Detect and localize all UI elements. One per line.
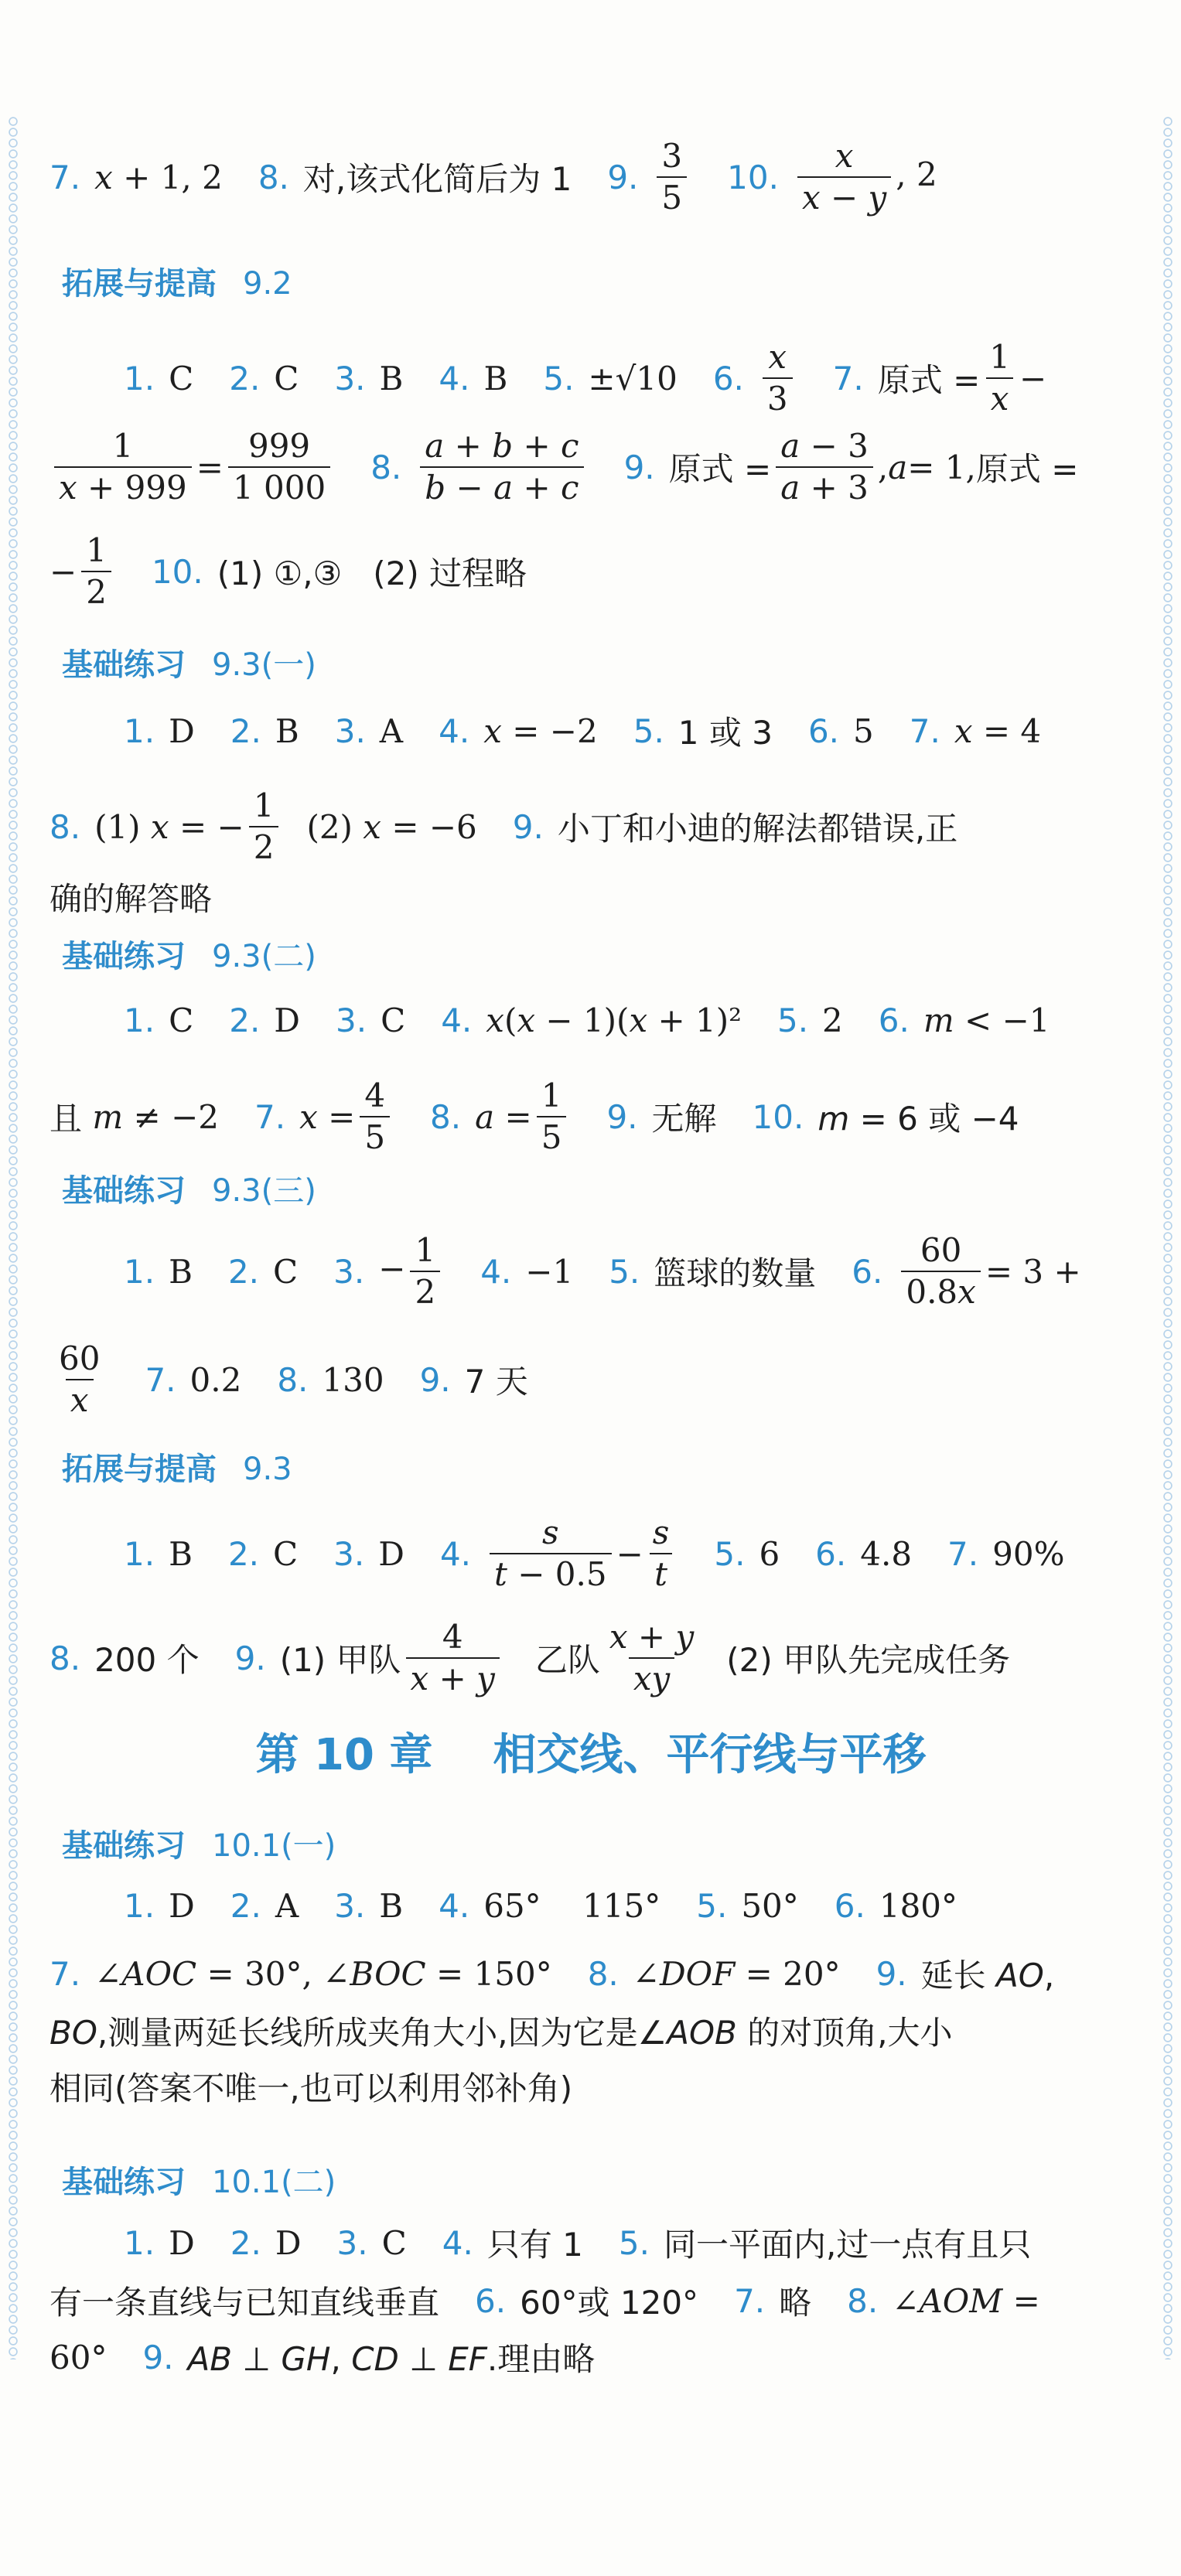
fraction-numerator: 60	[920, 1231, 962, 1269]
answer-text: −1	[525, 1252, 574, 1291]
answer-text: 原式 =	[877, 361, 981, 400]
fraction-numerator: a + b + c	[425, 427, 579, 465]
answer-text: C	[274, 359, 299, 397]
answer-text: AOC	[121, 1954, 197, 1993]
question-number: 5.	[618, 2223, 650, 2262]
question-number: 1.	[124, 1534, 155, 1573]
fraction	[985, 340, 1015, 416]
fraction	[901, 1231, 980, 1312]
answer-line	[49, 1620, 1010, 1696]
section-heading-title: 基础练习	[62, 647, 186, 683]
fraction	[54, 1339, 104, 1420]
question-number: 7.	[832, 359, 864, 397]
answer-line	[49, 139, 973, 215]
answer-text: m	[817, 1100, 850, 1138]
answer-line	[124, 1887, 957, 1925]
answer-text	[758, 340, 797, 416]
answer-text: 2	[822, 1001, 843, 1039]
question-number: 2.	[229, 359, 261, 397]
answer-text: x	[363, 807, 381, 846]
question-number: 3.	[334, 1887, 366, 1925]
answer-text: B	[169, 1534, 193, 1573]
answer-text: b	[425, 469, 446, 507]
answer-text: c	[561, 427, 579, 465]
fraction-denominator: b − a + c	[420, 466, 583, 505]
fraction	[537, 1076, 567, 1157]
answer-text: B	[275, 711, 299, 750]
fraction-denominator: 5	[657, 176, 687, 215]
answer-text: x	[486, 1001, 504, 1039]
section-heading-number: 9.3(一)	[212, 647, 316, 683]
answer-text	[355, 1076, 394, 1157]
question-number: 5.	[543, 359, 575, 397]
answer-text: x	[150, 807, 169, 846]
fraction-denominator: x − y	[797, 176, 891, 215]
answer-text: t	[494, 1555, 507, 1594]
fraction-numerator: 1	[541, 1076, 562, 1114]
answer-text: 原式 =	[668, 450, 772, 489]
section-heading	[62, 1445, 292, 1489]
question-number: 7.	[49, 158, 81, 196]
fraction-numerator: x + y	[609, 1618, 695, 1656]
fraction-denominator: 2	[410, 1271, 440, 1309]
answer-text: 乙队	[534, 1641, 600, 1680]
question-number: 6.	[878, 1001, 910, 1039]
answer-text: c	[561, 469, 579, 507]
answer-text: x = 4	[954, 711, 1042, 750]
answer-text: a	[780, 469, 800, 507]
answer-text: C	[169, 359, 194, 397]
answer-text: AB ⊥ GH, CD ⊥ EF.理由略	[187, 2340, 596, 2378]
question-number: 5.	[714, 1534, 746, 1573]
question-number: 10.	[752, 1097, 804, 1136]
answer-line	[124, 1231, 1081, 1312]
fraction-numerator: 3	[661, 137, 683, 175]
answer-text: x	[629, 1001, 648, 1039]
question-number: 3.	[333, 1534, 365, 1573]
question-number: 2.	[229, 1001, 261, 1039]
answer-text: C	[273, 1534, 299, 1573]
question-number: 1.	[124, 1887, 155, 1925]
fraction	[763, 340, 793, 416]
question-number: 5.	[609, 1252, 640, 1291]
question-number: 1.	[124, 1001, 155, 1039]
question-number: 8.	[49, 807, 81, 846]
section-heading-title: 基础练习	[62, 2165, 186, 2200]
answer-text: x	[410, 1660, 429, 1698]
answer-text: BO	[49, 2014, 97, 2052]
section-heading	[62, 2158, 336, 2202]
question-number: 8.	[258, 158, 289, 196]
answer-text: 延长 AO,	[920, 1957, 1055, 1994]
answer-text: D	[169, 711, 195, 750]
fraction-numerator: s	[652, 1513, 670, 1551]
answer-text: C	[381, 2223, 407, 2262]
answer-text: D	[378, 1534, 404, 1573]
answer-text: A	[379, 711, 404, 750]
answer-text: a	[780, 427, 800, 465]
answer-text: y	[476, 1660, 495, 1698]
section-heading-number: 10.1(二)	[212, 2165, 336, 2200]
answer-text: 对,该式化简后为 1	[302, 160, 572, 199]
answer-text: 90%	[992, 1534, 1065, 1573]
answer-text: 相同(答案不唯一,也可以利用邻补角)	[49, 2069, 573, 2107]
answer-text: 有一条直线与已知直线垂直	[49, 2284, 440, 2322]
fraction-denominator: x + 999	[54, 466, 192, 505]
answer-text: x	[517, 1001, 536, 1039]
question-number: 9.	[607, 158, 639, 196]
section-heading-title: 拓展与提高	[62, 1452, 217, 1487]
answer-text: B	[379, 1887, 404, 1925]
answer-text: C	[381, 1001, 406, 1039]
section-heading-number: 9.3	[243, 1452, 292, 1487]
section-heading-number: 10.1(一)	[212, 1828, 336, 1864]
answer-text: ±√10	[588, 359, 678, 397]
question-number: 7.	[49, 1954, 81, 1993]
fraction	[420, 429, 583, 505]
fraction-denominator: t − 0.5	[490, 1553, 612, 1592]
answer-text: (1) ①,③ (2) 过程略	[217, 554, 527, 593]
answer-text: 只有 1	[486, 2226, 583, 2264]
question-number: 6.	[834, 1887, 865, 1925]
question-number: 9.	[606, 1097, 638, 1136]
fraction-denominator: xy	[629, 1657, 674, 1696]
answer-line	[49, 2008, 953, 2054]
answer-text: x	[94, 158, 113, 196]
question-number: 4.	[439, 1534, 472, 1573]
answer-text: − $\frac{1}{2}$	[378, 1233, 445, 1309]
section-heading	[62, 1821, 336, 1865]
answer-line	[49, 1950, 1054, 1997]
question-number: 2.	[227, 1534, 260, 1573]
answer-text	[652, 139, 691, 215]
question-number: 2.	[230, 711, 261, 750]
question-number: 4.	[439, 711, 470, 750]
answer-text: x =	[299, 1097, 356, 1136]
answer-text	[532, 1076, 572, 1157]
answer-text: x	[299, 1097, 318, 1136]
answer-line: $\frac{1}{x + 999}$ = $\frac{999}{1 000}$ 8. $\frac{a + b + c}{b - a + c}$ 9. 原式 = $\frac{a - 3}{a + 3}$ , a = 1, 原式 =	[49, 429, 1078, 505]
answer-text: a =	[475, 1097, 532, 1136]
answer-line	[49, 786, 958, 867]
answer-text: x	[59, 469, 77, 507]
question-number: 6.	[475, 2281, 507, 2320]
answer-text: x	[954, 711, 973, 750]
fraction	[54, 429, 192, 505]
fraction-numerator: 1	[253, 786, 275, 824]
fraction	[648, 1513, 674, 1594]
answer-text: 无解	[651, 1100, 717, 1138]
question-number: 4.	[441, 1001, 473, 1039]
answer-text: BOC	[350, 1954, 426, 1993]
chapter-title: 第 10 章 相交线、平行线与平移	[255, 1730, 927, 1780]
answer-text: x + 1, 2	[94, 158, 223, 196]
section-heading-number: 9.3(二)	[212, 939, 316, 974]
fraction-denominator: 0.8x	[901, 1271, 980, 1309]
section-heading	[62, 932, 316, 976]
answer-text: CD	[351, 2340, 399, 2378]
fraction-denominator: t	[650, 1553, 672, 1592]
section-heading-number: 9.2	[243, 266, 292, 302]
question-number: 8.	[370, 448, 402, 486]
question-number: 3.	[334, 359, 366, 397]
fraction-numerator: 4	[442, 1618, 463, 1656]
answer-text: 7 天	[464, 1363, 528, 1401]
answer-text: (2) x = −6	[306, 807, 477, 846]
answer-text: x(x − 1)(x + 1)²	[486, 1001, 742, 1039]
fraction-denominator: a + 3	[776, 466, 873, 505]
answer-text: 且	[49, 1100, 93, 1138]
question-number: 4.	[442, 2223, 473, 2262]
question-number: 1.	[124, 359, 155, 397]
answer-text: 6	[759, 1534, 780, 1573]
answer-text: A	[275, 1887, 299, 1925]
question-number: 10.	[151, 552, 203, 591]
answer-text: EF	[448, 2340, 487, 2378]
answer-text: 同一平面内,过一点有且只	[663, 2226, 1032, 2264]
section-heading-title: 基础练习	[62, 939, 186, 974]
answer-text: 50°	[741, 1887, 799, 1925]
fraction	[490, 1513, 612, 1594]
answer-text: 5	[853, 711, 874, 750]
answer-text: D	[275, 2223, 302, 2262]
fraction-numerator: 1	[989, 338, 1010, 376]
fraction-numerator: 1	[112, 427, 134, 465]
question-number: 6.	[712, 359, 744, 397]
question-number: 6.	[852, 1252, 883, 1291]
question-number: 7.	[909, 711, 940, 750]
fraction-numerator: 1	[86, 531, 107, 569]
answer-text	[643, 1513, 679, 1594]
answer-line: 1. C 2. C 3. B 4. B 5. ±√10 6. $\frac{x}{3}$ 7. 原式 = $\frac{1}{x}$ −	[124, 338, 1047, 418]
fraction-denominator: x	[66, 1379, 94, 1418]
answer-text: D	[274, 1001, 300, 1039]
answer-text: B	[169, 1252, 193, 1291]
question-number: 6.	[807, 711, 840, 750]
answer-text: (2) 甲队先完成任务	[726, 1641, 1011, 1680]
answer-text: ∠DOF = 20°	[632, 1954, 841, 1993]
answer-text: a	[493, 469, 514, 507]
answer-text	[49, 1339, 109, 1420]
fraction	[797, 139, 891, 215]
answer-text: AO	[996, 1957, 1044, 1994]
answer-text: (1) x = −	[94, 807, 244, 846]
question-number: 5.	[696, 1887, 728, 1925]
answer-text: m < −1	[923, 1001, 1050, 1039]
question-number: 4.	[480, 1252, 512, 1291]
question-number: 2.	[230, 2223, 261, 2262]
answer-text: ∠AOM =	[892, 2281, 1040, 2320]
answer-text: (1) 甲队	[279, 1641, 401, 1680]
fraction-denominator: 2	[81, 571, 111, 609]
section-heading	[62, 1166, 316, 1210]
answer-text: a	[425, 427, 445, 465]
answer-text: 4.8	[860, 1534, 913, 1573]
question-number: 1.	[124, 2223, 155, 2262]
question-number: 4.	[439, 1887, 470, 1925]
answer-text: m = 6 或 −4	[817, 1100, 1019, 1138]
answer-line	[49, 2334, 595, 2380]
answer-text: 130	[322, 1360, 384, 1399]
answer-text: 原式 =	[975, 450, 1079, 489]
answer-text: AOM	[919, 2281, 1003, 2320]
answer-text: 0.2	[189, 1360, 242, 1399]
question-number: 7.	[947, 1534, 979, 1573]
question-number: 8.	[277, 1360, 309, 1399]
answer-text: C	[169, 1001, 194, 1039]
answer-text: 200 个	[94, 1641, 200, 1680]
answer-text: m	[92, 1097, 124, 1136]
section-heading-title: 基础练习	[62, 1828, 186, 1864]
fraction	[657, 139, 687, 215]
answer-line	[124, 1001, 1050, 1039]
answer-text: m ≠ −2	[92, 1097, 219, 1136]
answer-line	[124, 708, 1041, 754]
answer-text: a	[888, 448, 908, 486]
answer-text: 65° 115°	[483, 1887, 661, 1925]
question-number: 8.	[587, 1954, 619, 1993]
fraction	[406, 1620, 500, 1696]
fraction-numerator: 60	[59, 1339, 101, 1377]
answer-text: 篮球的数量	[654, 1254, 817, 1293]
fraction	[81, 531, 111, 612]
question-number: 3.	[335, 1001, 367, 1039]
question-number: 9.	[142, 2338, 174, 2376]
fraction-numerator: a − 3	[780, 427, 869, 465]
question-number: 9.	[623, 448, 655, 486]
answer-text: 60°或 120°	[520, 2284, 699, 2322]
answer-line	[49, 1339, 528, 1420]
question-number: 6.	[815, 1534, 847, 1573]
section-heading-title: 基础练习	[62, 1173, 186, 1209]
question-number: 8.	[847, 2281, 879, 2320]
answer-text: y	[675, 1618, 695, 1656]
fraction-numerator: x	[768, 338, 787, 376]
answer-text: x	[801, 179, 821, 217]
question-number: 2.	[227, 1252, 260, 1291]
answer-text: D	[169, 2223, 195, 2262]
fraction-numerator: s	[542, 1513, 559, 1551]
answer-text: D	[169, 1887, 195, 1925]
question-number: 8.	[430, 1097, 462, 1136]
answer-text: 180°	[879, 1887, 958, 1925]
answer-text: 小丁和小迪的解法都错误,正	[557, 810, 958, 848]
question-number: 1.	[124, 1252, 155, 1291]
answer-line: − $\frac{1}{2}$ 10. (1) ①,③ (2) 过程略	[49, 531, 527, 612]
answer-line	[49, 2063, 572, 2110]
question-number: 7.	[254, 1097, 286, 1136]
question-number: 2.	[230, 1887, 261, 1925]
answer-text: 1 或 3	[678, 714, 773, 752]
answer-text: $\frac{x}{x - y}$ , 2	[793, 139, 937, 215]
answer-text: 60°	[49, 2338, 108, 2376]
fraction-numerator: x	[835, 137, 854, 175]
fraction-denominator: x + y	[406, 1657, 500, 1696]
answer-line	[49, 1076, 1019, 1157]
answer-text: DOF	[659, 1954, 736, 1993]
section-heading	[62, 640, 316, 684]
answer-text: = 3 +	[985, 1252, 1081, 1291]
answer-text: x = −2	[483, 711, 598, 750]
fraction-denominator: 5	[537, 1116, 567, 1155]
question-number: 9.	[876, 1954, 907, 1993]
question-number: 5.	[633, 711, 664, 750]
question-number: 3.	[336, 2223, 368, 2262]
fraction-numerator: 999	[247, 427, 311, 465]
section-heading-number: 9.3(三)	[212, 1173, 316, 1209]
answer-text: b	[492, 427, 514, 465]
answer-text: BO,测量两延长线所成夹角大小,因为它是∠AOB 的对顶角,大小	[49, 2014, 953, 2052]
question-number: 9.	[512, 807, 544, 846]
answer-text: a	[475, 1097, 495, 1136]
question-number: 9.	[234, 1639, 266, 1677]
answer-text: −	[616, 1534, 643, 1573]
question-number: 8.	[49, 1639, 81, 1677]
question-number: 3.	[334, 711, 366, 750]
question-number: 5.	[777, 1001, 809, 1039]
fraction	[228, 429, 330, 505]
question-number: 9.	[419, 1360, 451, 1399]
answer-text: C	[273, 1252, 299, 1291]
answer-text: AB	[187, 2340, 233, 2378]
question-number: 1.	[124, 711, 155, 750]
fraction	[776, 429, 873, 505]
left-decorative-border	[8, 116, 19, 2359]
fraction-denominator: 2	[249, 826, 279, 865]
answer-text: GH	[281, 2340, 331, 2378]
answer-text: 略	[779, 2284, 812, 2322]
section-heading-title: 拓展与提高	[62, 266, 217, 302]
right-decorative-border	[1162, 116, 1173, 2359]
fraction-numerator: 1	[415, 1231, 436, 1269]
answer-line	[124, 1513, 1065, 1594]
answer-text: x	[483, 711, 502, 750]
question-number: 7.	[734, 2281, 766, 2320]
fraction-denominator: 5	[360, 1116, 390, 1155]
section-heading	[62, 259, 292, 303]
fraction-denominator: 1 000	[228, 466, 330, 505]
fraction	[605, 1620, 698, 1696]
answer-line	[124, 2219, 1031, 2266]
question-number: 10.	[727, 158, 779, 196]
answer-text: m	[923, 1001, 954, 1039]
fraction	[410, 1231, 440, 1312]
question-number: 4.	[439, 359, 470, 397]
answer-text: y	[868, 179, 887, 217]
fraction-denominator: 3	[763, 377, 793, 416]
answer-text	[415, 429, 588, 505]
question-number: 3.	[333, 1252, 365, 1291]
answer-text: x	[957, 1273, 976, 1312]
answer-text: ∠AOC = 30°, ∠BOC = 150°	[94, 1954, 552, 1993]
answer-text: 确的解答略	[49, 880, 213, 918]
question-number: 7.	[145, 1360, 176, 1399]
fraction-numerator: 4	[364, 1076, 386, 1114]
fraction	[249, 786, 279, 867]
fraction-denominator: x	[986, 377, 1014, 416]
answer-text: x	[609, 1618, 628, 1656]
answer-text: B	[483, 359, 508, 397]
answer-text: B	[379, 359, 404, 397]
answer-line	[49, 2277, 1040, 2324]
fraction	[360, 1076, 390, 1157]
answer-line	[49, 874, 212, 920]
answer-text: AOB	[667, 2014, 737, 2052]
